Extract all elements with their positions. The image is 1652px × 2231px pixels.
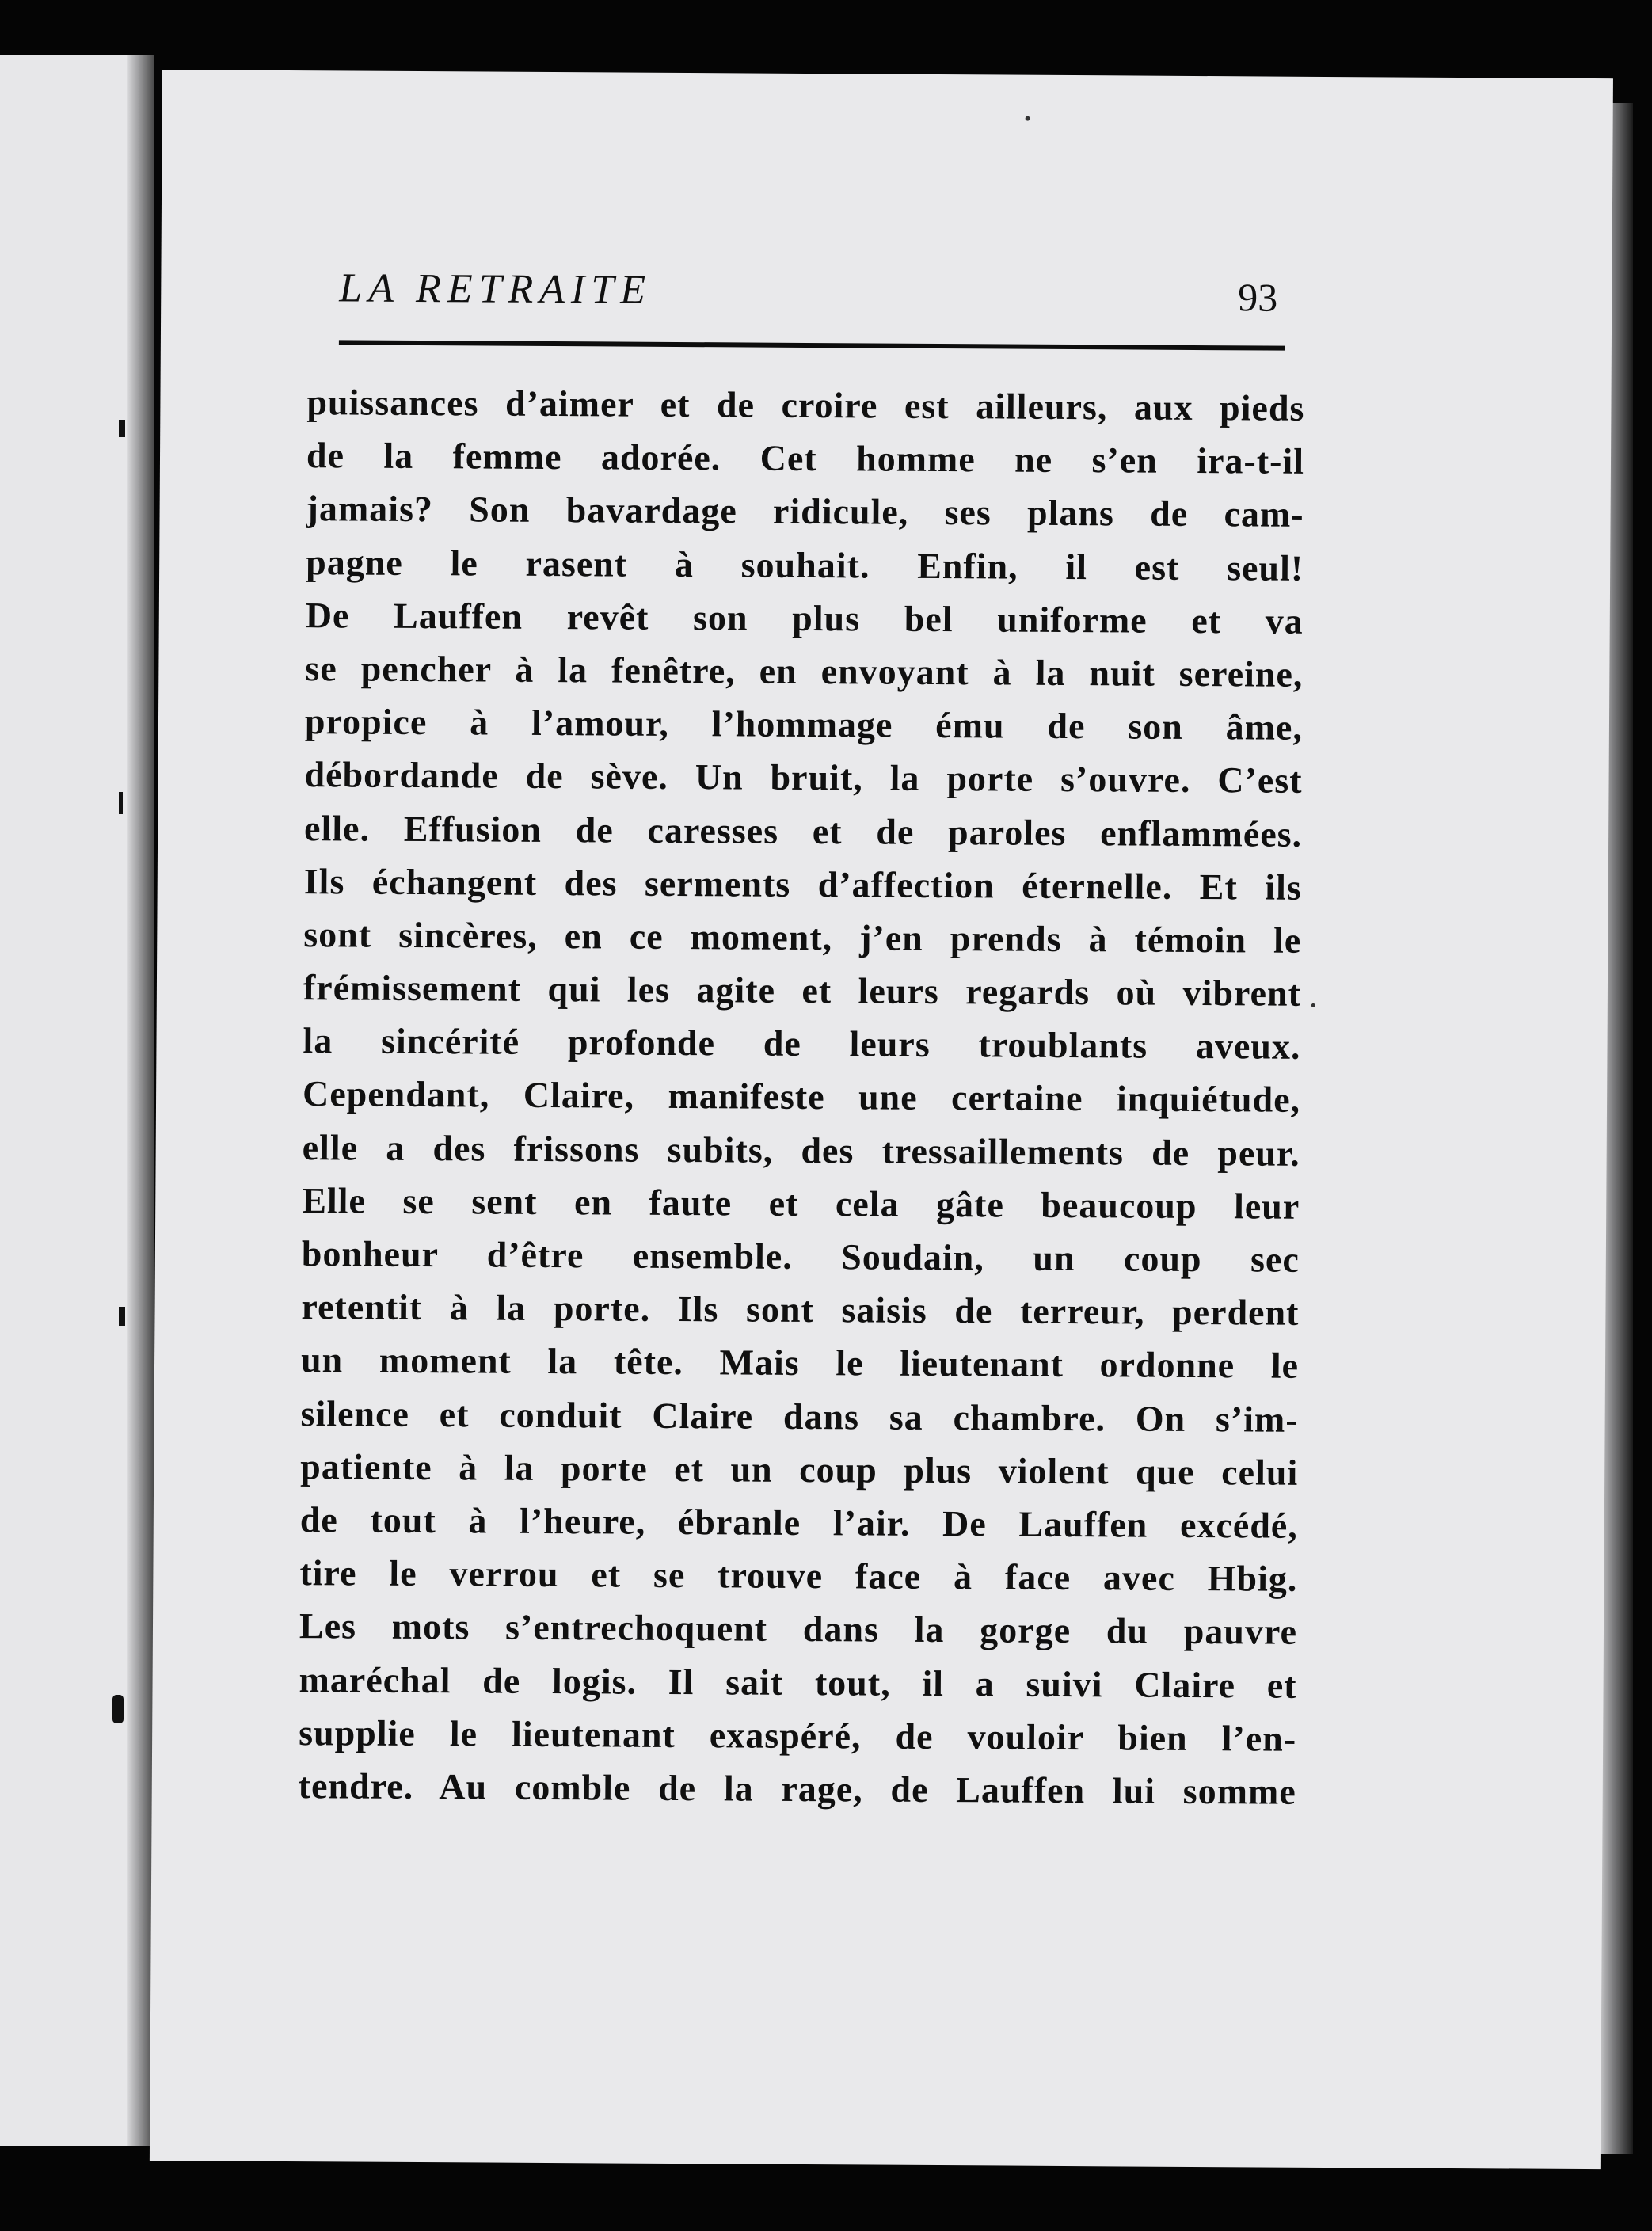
text-line: puissances d’aimer et de croire est ailleurs, aux pieds (306, 382, 1305, 428)
dust-speck (1026, 116, 1030, 121)
margin-mark (119, 420, 125, 437)
book-page (150, 70, 1613, 2169)
text-line: elle. Effusion de caresses et de paroles enflammées. (304, 807, 1303, 855)
text-line: de la femme adorée. Cet homme ne s’en ira-t-il (306, 435, 1305, 482)
text-line: tire le verrou et se trouve face à face avec Hbig. (299, 1552, 1298, 1599)
running-title: LA RETRAITE (339, 265, 653, 313)
header-rule (339, 340, 1285, 350)
text-line: tendre. Au comble de la rage, de Lauffen lui somme (298, 1765, 1296, 1812)
page-number: 93 (1238, 275, 1278, 320)
text-line: Cependant, Claire, manifeste une certaine inquiétude, (302, 1073, 1301, 1121)
text-line: se pencher à la fenêtre, en envoyant à la nuit sereine, (305, 648, 1304, 695)
body-text (299, 375, 1305, 1818)
text-line: silence et conduit Claire dans sa chambre. On s’im- (300, 1392, 1299, 1440)
text-line: maréchal de logis. Il sait tout, il a suivi Claire et (299, 1658, 1297, 1706)
text-line: retentit à la porte. Ils sont saisis de terreur, perdent (301, 1286, 1300, 1333)
text-line: elle a des frissons subits, des tressaillements de peur. (302, 1126, 1300, 1174)
margin-mark (119, 792, 123, 814)
text-line: jamais? Son bavardage ridicule, ses plans de cam- (306, 488, 1304, 535)
text-line: supplie le lieutenant exaspéré, de vouloir bien l’en- (299, 1711, 1297, 1759)
text-line: la sincérité profonde de leurs troublants aveux. (303, 1020, 1301, 1068)
text-line: De Lauffen revêt son plus bel uniforme et va (305, 594, 1304, 642)
margin-mark (112, 1695, 124, 1723)
book-gutter (127, 55, 154, 2146)
text-line: Les mots s’entrechoquent dans la gorge du pauvre (299, 1605, 1298, 1653)
dust-speck (1311, 1003, 1315, 1007)
text-line: bonheur d’être ensemble. Soudain, un coup sec (301, 1233, 1300, 1280)
text-line: propice à l’amour, l’hommage ému de son âme, (304, 701, 1304, 748)
text-line: frémissement qui les agite et leurs regards où vibrent (303, 967, 1302, 1014)
text-line: Ils échangent des serments d’affection éternelle. Et ils (303, 860, 1302, 908)
text-line: de tout à l’heure, ébranle l’air. De Lauffen excédé, (299, 1499, 1298, 1546)
text-line: pagne le rasent à souhait. Enfin, il est seul! (306, 541, 1304, 588)
text-line: un moment la tête. Mais le lieutenant ordonne le (300, 1339, 1300, 1387)
text-line: patiente à la porte et un coup plus violent que celui (300, 1445, 1299, 1493)
text-line: débordande de sève. Un bruit, la porte s’ouvre. C’est (304, 754, 1303, 801)
text-line: Elle se sent en faute et cela gâte beaucoup leur (302, 1179, 1300, 1227)
margin-mark (119, 1307, 125, 1326)
text-line: sont sincères, en ce moment, j’en prends à témoin le (303, 913, 1302, 961)
